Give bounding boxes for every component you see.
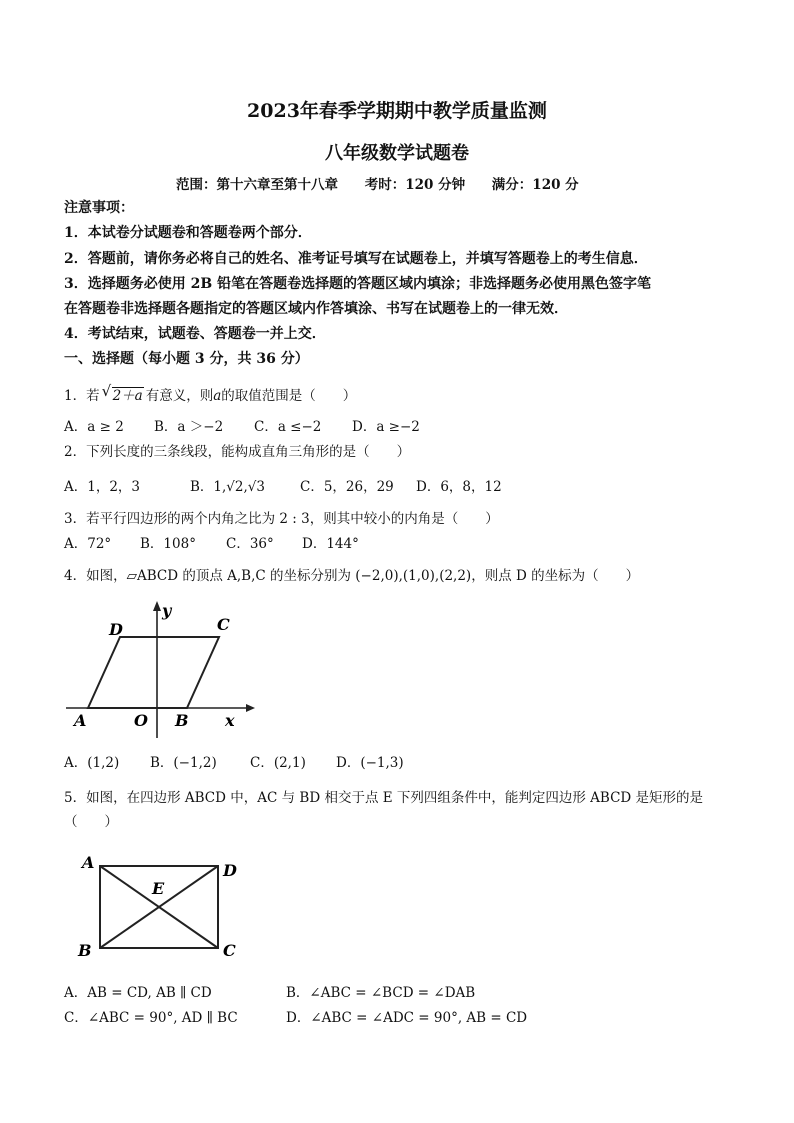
option-b[interactable]: B．1,√2,√3 xyxy=(190,479,265,495)
section-heading: 一、选择题（每小题 3 分，共 36 分） xyxy=(64,351,309,367)
option-a[interactable]: A．a ≥ 2 xyxy=(64,419,124,435)
label-d: D xyxy=(109,620,123,639)
option-d[interactable]: D．a ≥−2 xyxy=(352,419,420,435)
option-b[interactable]: B．108° xyxy=(140,536,196,552)
exam-subtitle: 八年级数学试题卷 xyxy=(325,143,469,164)
option-c[interactable]: C．5，26，29 xyxy=(300,479,394,495)
exam-range: 范围：第十六章至第十八章 xyxy=(176,177,338,193)
question-1-options xyxy=(64,415,420,435)
question-3-options xyxy=(64,532,359,552)
option-a[interactable]: A．1，2，3 xyxy=(64,479,141,495)
label-d: D xyxy=(223,861,237,880)
option-d[interactable]: D．144° xyxy=(302,536,359,552)
notes-heading: 注意事项： xyxy=(64,200,134,216)
label-x: x xyxy=(225,711,235,730)
option-d[interactable]: D．(−1,3) xyxy=(336,755,404,771)
x-axis-arrow xyxy=(246,704,255,712)
question-5-blank: （ ） xyxy=(64,814,118,830)
parallelogram-abcd xyxy=(88,637,219,708)
question-4-options xyxy=(64,751,404,771)
note-item-2: 2．答题前，请你务必将自己的姓名、准考证号填写在试题卷上，并填写答题卷上的考生信息． xyxy=(64,251,648,267)
label-o: O xyxy=(134,711,148,730)
label-b: B xyxy=(175,711,189,730)
option-c[interactable]: C．(2,1) xyxy=(250,755,306,771)
label-e: E xyxy=(152,879,165,898)
option-c[interactable]: C．∠ABC = 90°, AD ∥ BC xyxy=(64,1010,238,1026)
label-a: A xyxy=(82,853,95,872)
option-d[interactable]: D．6，8，12 xyxy=(416,479,502,495)
exam-time: 考时：120 分钟 xyxy=(364,177,466,193)
question-1: 1．若 √ 2＋a 有意义，则a的取值范围是（ ） xyxy=(64,382,357,404)
parallelogram-figure xyxy=(62,598,262,743)
question-2-options xyxy=(64,475,502,495)
option-b[interactable]: B．∠ABC = ∠BCD = ∠DAB xyxy=(286,985,476,1001)
question-4: 4．如图，▱ABCD 的顶点 A,B,C 的坐标分别为 (−2,0),(1,0),(2,2)，则点 D 的坐标为（ ） xyxy=(64,568,640,584)
option-c[interactable]: C．36° xyxy=(226,536,274,552)
label-c: C xyxy=(217,615,230,634)
label-c: C xyxy=(223,941,236,960)
question-5: 5．如图，在四边形 ABCD 中，AC 与 BD 相交于点 E 下列四组条件中，能判定四边形 ABCD 是矩形的是 xyxy=(64,790,704,806)
option-b[interactable]: B．(−1,2) xyxy=(150,755,217,771)
label-y: y xyxy=(162,601,172,620)
note-item-1: 1．本试卷分试题卷和答题卷两个部分． xyxy=(64,225,312,241)
question-5-options-row1 xyxy=(64,981,475,1001)
question-2: 2．下列长度的三条线段，能构成直角三角形的是（ ） xyxy=(64,444,411,460)
exam-score: 满分：120 分 xyxy=(491,177,579,193)
option-a[interactable]: A．(1,2) xyxy=(64,755,120,771)
note-item-4: 4．考试结束，试题卷、答题卷一并上交． xyxy=(64,326,326,342)
option-a[interactable]: A．AB = CD, AB ∥ CD xyxy=(64,985,212,1001)
question-5-options-row2 xyxy=(64,1006,527,1026)
label-b: B xyxy=(78,941,92,960)
exam-title: 2023年春季学期期中教学质量监测 xyxy=(247,100,547,122)
note-item-3-cont: 在答题卷非选择题各题指定的答题区域内作答填涂、书写在试题卷上的一律无效． xyxy=(64,301,568,317)
option-c[interactable]: C．a ≤−2 xyxy=(254,419,322,435)
option-d[interactable]: D．∠ABC = ∠ADC = 90°, AB = CD xyxy=(286,1010,528,1026)
y-axis-arrow xyxy=(153,601,161,611)
sqrt-expression: √ 2＋a xyxy=(101,382,143,404)
option-a[interactable]: A．72° xyxy=(64,536,112,552)
exam-info xyxy=(176,173,601,193)
rectangle-figure xyxy=(72,848,252,966)
question-3: 3．若平行四边形的两个内角之比为 2 : 3，则其中较小的内角是（ ） xyxy=(64,511,499,527)
option-b[interactable]: B．a ＞−2 xyxy=(154,419,224,435)
note-item-3: 3．选择题务必使用 2B 铅笔在答题卷选择题的答题区域内填涂；非选择题务必使用黑色签字笔 xyxy=(64,276,652,292)
label-a: A xyxy=(74,711,87,730)
